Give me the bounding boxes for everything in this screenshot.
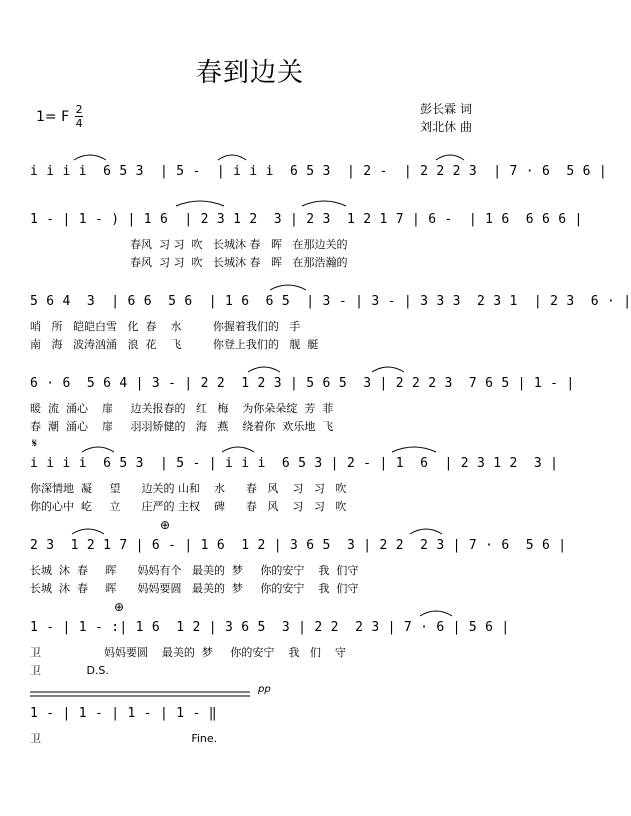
coda-icon: ⊕ bbox=[160, 518, 171, 532]
lyric-row-7b: 卫 D.S. bbox=[30, 664, 109, 677]
page-title: 春到边关 bbox=[195, 58, 304, 88]
lyric-row-3a: 哨 所 皑皑白雪 化 春 水 你握着我们的 手 bbox=[30, 320, 301, 333]
lyric-row-6b: 长城 沐 春 晖 妈妈要圆 最美的 梦 你的安宁 我 们守 bbox=[30, 582, 359, 595]
lyric-row-2a: 春风 习 习 吹 长城沐 春 晖 在那边关的 bbox=[130, 238, 348, 251]
key-label: 1= F bbox=[36, 108, 70, 125]
composer: 刘北休 曲 bbox=[420, 120, 472, 134]
lyric-row-8: 卫 Fine. bbox=[30, 732, 218, 745]
lyric-row-4b: 春 潮 涌心 扉 羽羽矫健的 海 燕 绕着你 欢乐地 飞 bbox=[30, 420, 334, 433]
notation-row-7: 1 - | 1 - :| 1 6 1 2 | 3 6 5 3 | 2 2 2 3 | 7 · 6 | 5 6 | bbox=[30, 620, 510, 635]
time-bottom: 4 bbox=[75, 117, 83, 130]
coda-icon-2: ⊕ bbox=[114, 600, 125, 614]
lyricist: 彭长霖 词 bbox=[420, 102, 472, 116]
lyric-row-4a: 暖 流 涌心 扉 边关报春的 红 梅 为你朵朵绽 芳 菲 bbox=[30, 402, 334, 415]
lyric-row-7a: 卫 妈妈要圆 最美的 梦 你的安宁 我 们 守 bbox=[30, 646, 346, 659]
notation-row-3: 5 6 4 3 | 6 6 5 6 | 1 6 6 5 | 3 - | 3 - | 3 3 3 2 3 1 | 2 3 6 · | bbox=[30, 294, 631, 309]
notation-row-8: 1 - | 1 - | 1 - | 1 - ‖ bbox=[30, 706, 217, 721]
segno-icon: 𝄋 bbox=[32, 436, 38, 450]
notation-row-2: 1 - | 1 - ) | 1 6 | 2 3 1 2 3 | 2 3 1 2 1 7 | 6 - | 1 6 6 6 6 | bbox=[30, 212, 583, 227]
notation-row-5: i i i i 6 5 3 | 5 - | i i i 6 5 3 | 2 - | 1 6 | 2 3 1 2 3 | bbox=[30, 456, 559, 471]
time-top: 2 bbox=[75, 103, 83, 116]
dynamic-mark: pp bbox=[258, 684, 271, 695]
lyric-row-2b: 春风 习 习 吹 长城沐 春 晖 在那浩瀚的 bbox=[130, 256, 348, 269]
notation-row-1: i i i i 6 5 3 | 5 - | i i i 6 5 3 | 2 - | 2 2 2 3 | 7 · 6 5 6 | bbox=[30, 164, 607, 179]
notation-row-4: 6 · 6 5 6 4 | 3 - | 2 2 1 2 3 | 5 6 5 3 | 2 2 2 3 7 6 5 | 1 - | bbox=[30, 376, 575, 391]
lyric-row-5b: 你的心中 屹 立 庄严的 主权 碑 春 风 习 习 吹 bbox=[30, 500, 347, 513]
lyric-row-6a: 长城 沐 春 晖 妈妈有个 最美的 梦 你的安宁 我 们守 bbox=[30, 564, 359, 577]
lyric-row-3b: 南 海 波涛汹涌 浪 花 飞 你登上我们的 舰 艇 bbox=[30, 338, 319, 351]
notation-row-6: 2 3 1 2 1 7 | 6 - | 1 6 1 2 | 3 6 5 3 | 2 2 2 3 | 7 · 6 5 6 | bbox=[30, 538, 567, 553]
lyric-row-5a: 你深情地 凝 望 边关的 山和 水 春 风 习 习 吹 bbox=[30, 482, 347, 495]
